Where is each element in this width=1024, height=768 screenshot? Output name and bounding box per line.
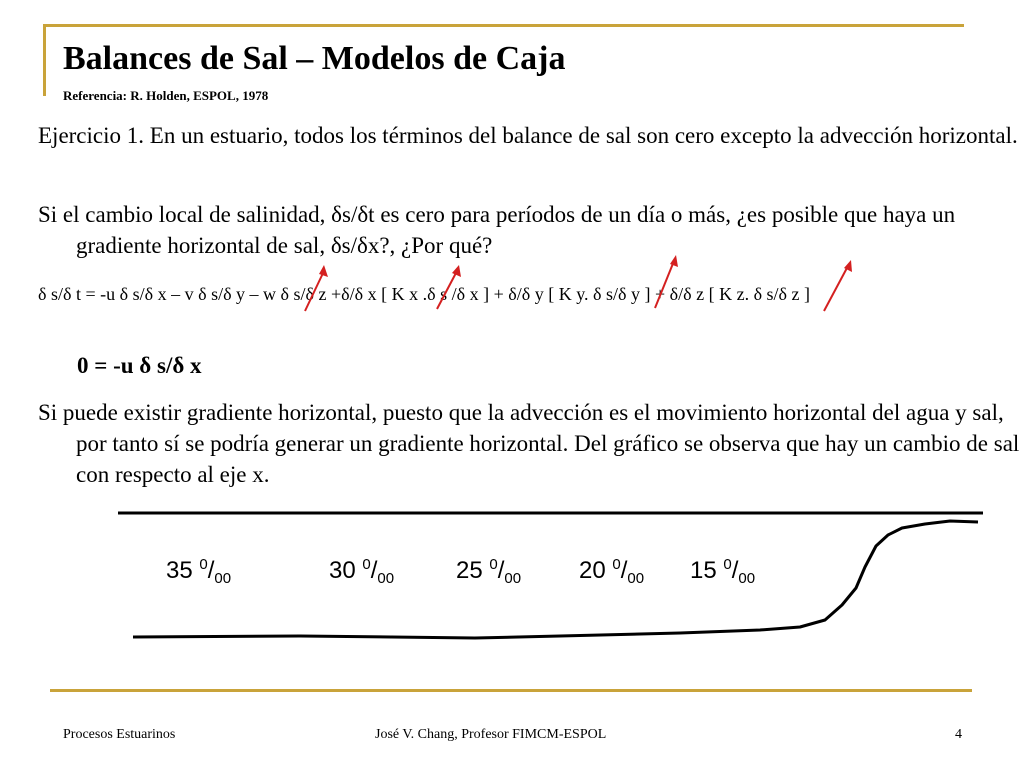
annotation-arrows [305,255,852,311]
exercise-label: Ejercicio 1 [38,123,139,148]
red-arrow-4 [824,260,852,311]
slide-title: Balances de Sal – Modelos de Caja [63,40,566,77]
equation-result: 0 = -u δ s/δ x [77,353,202,378]
answer-paragraph: Si puede existir gradiente horizontal, puesto que la advección es el movimiento horizontal del agua y sal, por tanto sí se podría generar un gradiente horizontal. Del gráfico se observa que hay un cambio de sal con respecto al eje x. [38,400,1020,487]
page-number: 4 [955,727,962,742]
red-arrow-3 [655,255,678,308]
salinity-label-30: 30 $^0/_{00}$ [329,556,395,587]
exercise-text: . En un estuario, todos los términos del balance de sal son cero excepto la advección horizontal. [138,123,1018,148]
footer-course: Procesos Estuarinos [63,727,176,742]
salt-balance-equation: δ s/δ t = -u δ s/δ x – v δ s/δ y – w δ s/δ z +δ/δ x [ K x .δ s /δ x ] + δ/δ y [ K y. δ s/δ y ] + δ/δ z [ K z. δ s/δ z ] [38,284,811,304]
footer-author: José V. Chang, Profesor FIMCM-ESPOL [375,727,607,742]
footer-rule [50,689,972,692]
red-arrow-2 [437,265,461,309]
estuary-bottom-profile [133,521,978,638]
reference-line: Referencia: R. Holden, ESPOL, 1978 [63,88,269,103]
salinity-label-35: 35 $^0/_{00}$ [166,556,232,587]
question-paragraph: Si el cambio local de salinidad, δs/δt es cero para períodos de un día o más, ¿es posible que haya un gradiente horizontal de sal, δs/δx?, ¿Por qué? [38,202,956,258]
salinity-label-15: 15 $^0/_{00}$ [690,556,756,587]
salinity-label-25: 25 $^0/_{00}$ [456,556,522,587]
red-arrow-1 [305,265,328,311]
salinity-label-20: 20 $^0/_{00}$ [579,556,645,587]
